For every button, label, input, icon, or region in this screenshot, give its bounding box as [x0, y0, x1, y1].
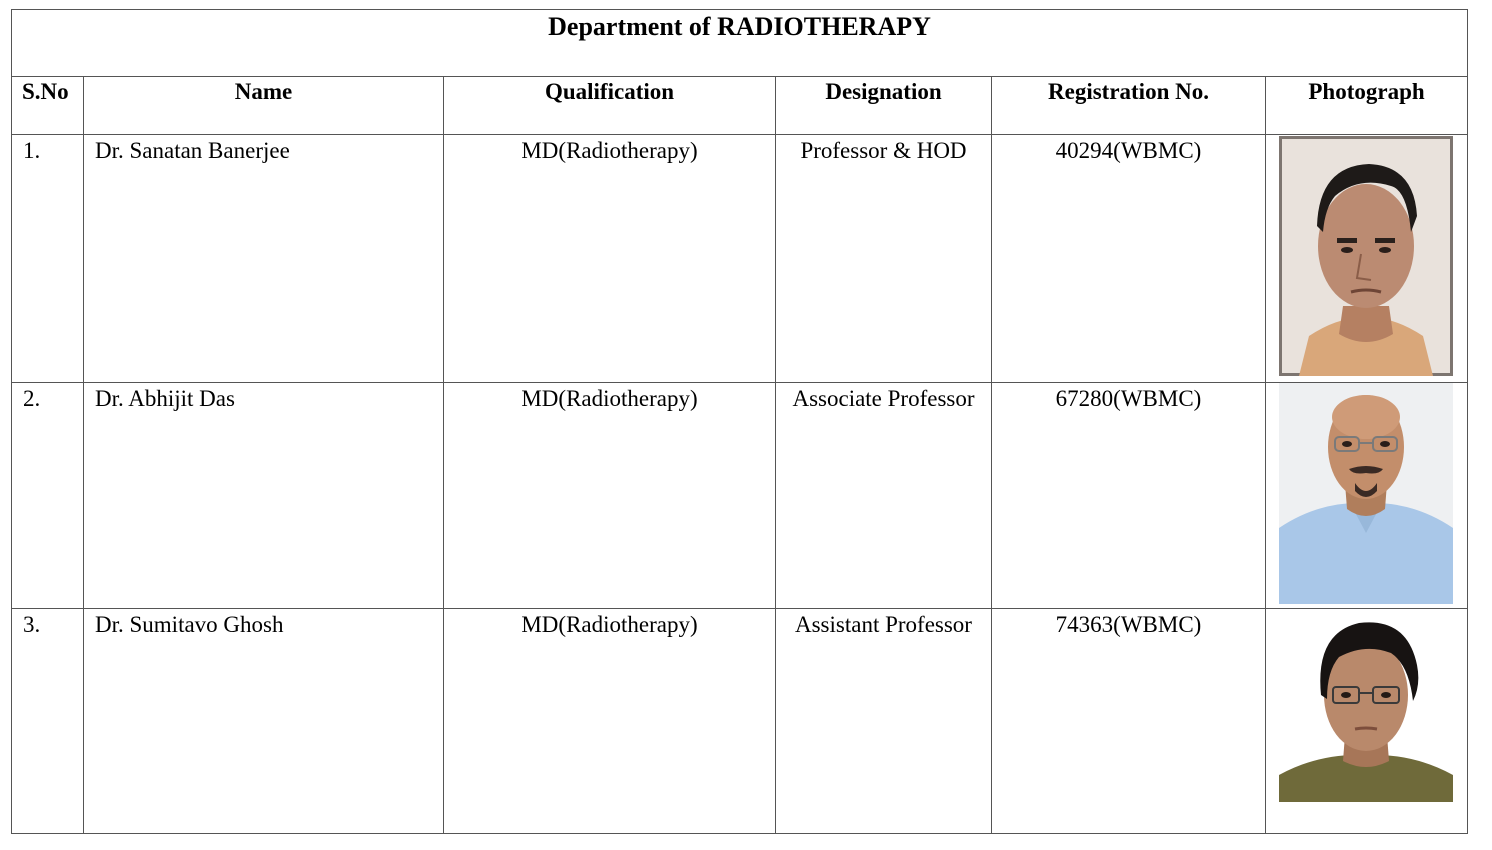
row-photo-cell: [1266, 609, 1468, 834]
header-qualification: Qualification: [444, 77, 776, 135]
header-name: Name: [84, 77, 444, 135]
row-registration: 67280(WBMC): [992, 383, 1266, 609]
row-qualification: MD(Radiotherapy): [444, 383, 776, 609]
table-row: [12, 135, 1468, 383]
row-sno: 1.: [12, 135, 84, 383]
header-registration: Registration No.: [992, 77, 1266, 135]
row-sno: 3.: [12, 609, 84, 834]
header-sno: S.No: [12, 77, 84, 135]
row-sno: 2.: [12, 383, 84, 609]
row-qualification: MD(Radiotherapy): [444, 135, 776, 383]
table-row: [12, 609, 1468, 834]
row-photo-cell: [1266, 135, 1468, 383]
row-name: Dr. Sumitavo Ghosh: [84, 609, 444, 834]
photo-sumitavo-ghosh: [1279, 615, 1453, 802]
title-row: [12, 10, 1468, 77]
row-name: Dr. Abhijit Das: [84, 383, 444, 609]
row-name: Dr. Sanatan Banerjee: [84, 135, 444, 383]
row-registration: 74363(WBMC): [992, 609, 1266, 834]
header-photograph: Photograph: [1266, 77, 1468, 135]
row-designation: Professor & HOD: [776, 135, 992, 383]
header-designation: Designation: [776, 77, 992, 135]
row-qualification: MD(Radiotherapy): [444, 609, 776, 834]
row-registration: 40294(WBMC): [992, 135, 1266, 383]
row-designation: Associate Professor: [776, 383, 992, 609]
header-row: [12, 77, 1468, 135]
row-photo-cell: [1266, 383, 1468, 609]
table-row: [12, 383, 1468, 609]
department-title: Department of RADIOTHERAPY: [12, 10, 1468, 77]
photo-abhijit-das: [1279, 383, 1453, 604]
row-designation: Assistant Professor: [776, 609, 992, 834]
faculty-table: [11, 9, 1468, 834]
photo-sanatan-banerjee: [1279, 136, 1453, 376]
